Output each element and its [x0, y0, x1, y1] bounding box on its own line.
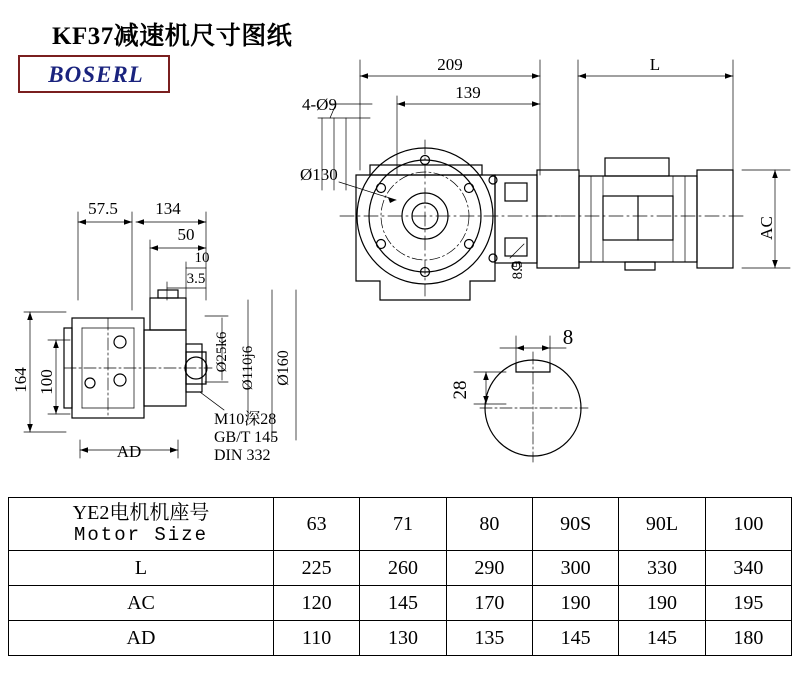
row-AD-val-1: 130 — [360, 621, 446, 656]
note-m10-label: M10深28 — [214, 411, 277, 428]
table-col-5: 100 — [705, 498, 791, 551]
row-L-val-1: 260 — [360, 551, 446, 586]
row-AC-val-5: 195 — [705, 586, 791, 621]
row-AC-val-4: 190 — [619, 586, 705, 621]
table-row — [9, 586, 792, 621]
dim-d130-label: Ø130 — [300, 165, 338, 184]
dim-209-label: 209 — [437, 55, 463, 74]
dim-164-label: 164 — [11, 367, 30, 393]
row-L-val-0: 225 — [274, 551, 360, 586]
note-gbt145-label: GB/T 145 — [214, 429, 279, 446]
row-AD-val-3: 145 — [532, 621, 618, 656]
spec-table — [8, 497, 792, 656]
row-label-AC: AC — [9, 586, 274, 621]
dim-160-label: Ø160 — [275, 350, 292, 386]
table-col-0: 63 — [274, 498, 360, 551]
table-col-4: 90L — [619, 498, 705, 551]
row-AC-val-1: 145 — [360, 586, 446, 621]
table-col-2: 80 — [446, 498, 532, 551]
dim-8-5-label: 8.5 — [510, 260, 526, 280]
row-AC-val-0: 120 — [274, 586, 360, 621]
table-header-label-cn: YE2电机机座号 — [72, 501, 210, 524]
dim-3-5-label: 3.5 — [186, 271, 206, 287]
table-col-3: 90S — [532, 498, 618, 551]
row-L-val-4: 330 — [619, 551, 705, 586]
dim-110j6-label: Ø110j6 — [240, 345, 256, 391]
dim-AD-label: AD — [116, 442, 142, 461]
table-header-motor-size — [9, 498, 274, 551]
dim-AC-label: AC — [757, 216, 776, 240]
table-row — [9, 621, 792, 656]
table-row — [9, 551, 792, 586]
row-AC-val-3: 190 — [532, 586, 618, 621]
page-title: KF37减速机尺寸图纸 — [52, 23, 293, 50]
row-L-val-2: 290 — [446, 551, 532, 586]
row-label-L: L — [9, 551, 274, 586]
dim-50-label: 50 — [177, 225, 195, 244]
row-AD-val-4: 145 — [619, 621, 705, 656]
row-AD-val-0: 110 — [274, 621, 360, 656]
dim-57-5-label: 57.5 — [88, 199, 118, 218]
dim-28-label: 28 — [450, 380, 471, 400]
row-L-val-5: 340 — [705, 551, 791, 586]
dim-139-label: 139 — [455, 83, 481, 102]
dim-134-label: 134 — [155, 199, 181, 218]
row-AD-val-2: 135 — [446, 621, 532, 656]
table-header-row — [9, 498, 792, 551]
dim-10-label: 10 — [194, 250, 210, 266]
dim-100-label: 100 — [37, 369, 56, 395]
table-header-label-en: Motor Size — [73, 523, 209, 546]
note-din332-label: DIN 332 — [214, 447, 271, 464]
dim-L-label: L — [649, 55, 661, 74]
dim-8-label: 8 — [562, 325, 574, 349]
row-AD-val-5: 180 — [705, 621, 791, 656]
brand-logo-text: BOSERL — [48, 62, 144, 87]
row-L-val-3: 300 — [532, 551, 618, 586]
row-AC-val-2: 170 — [446, 586, 532, 621]
dim-25k6-label: Ø25k6 — [214, 331, 230, 373]
table-col-1: 71 — [360, 498, 446, 551]
row-label-AD: AD — [9, 621, 274, 656]
dim-4xd9-label: 4-Ø9 — [302, 95, 337, 114]
